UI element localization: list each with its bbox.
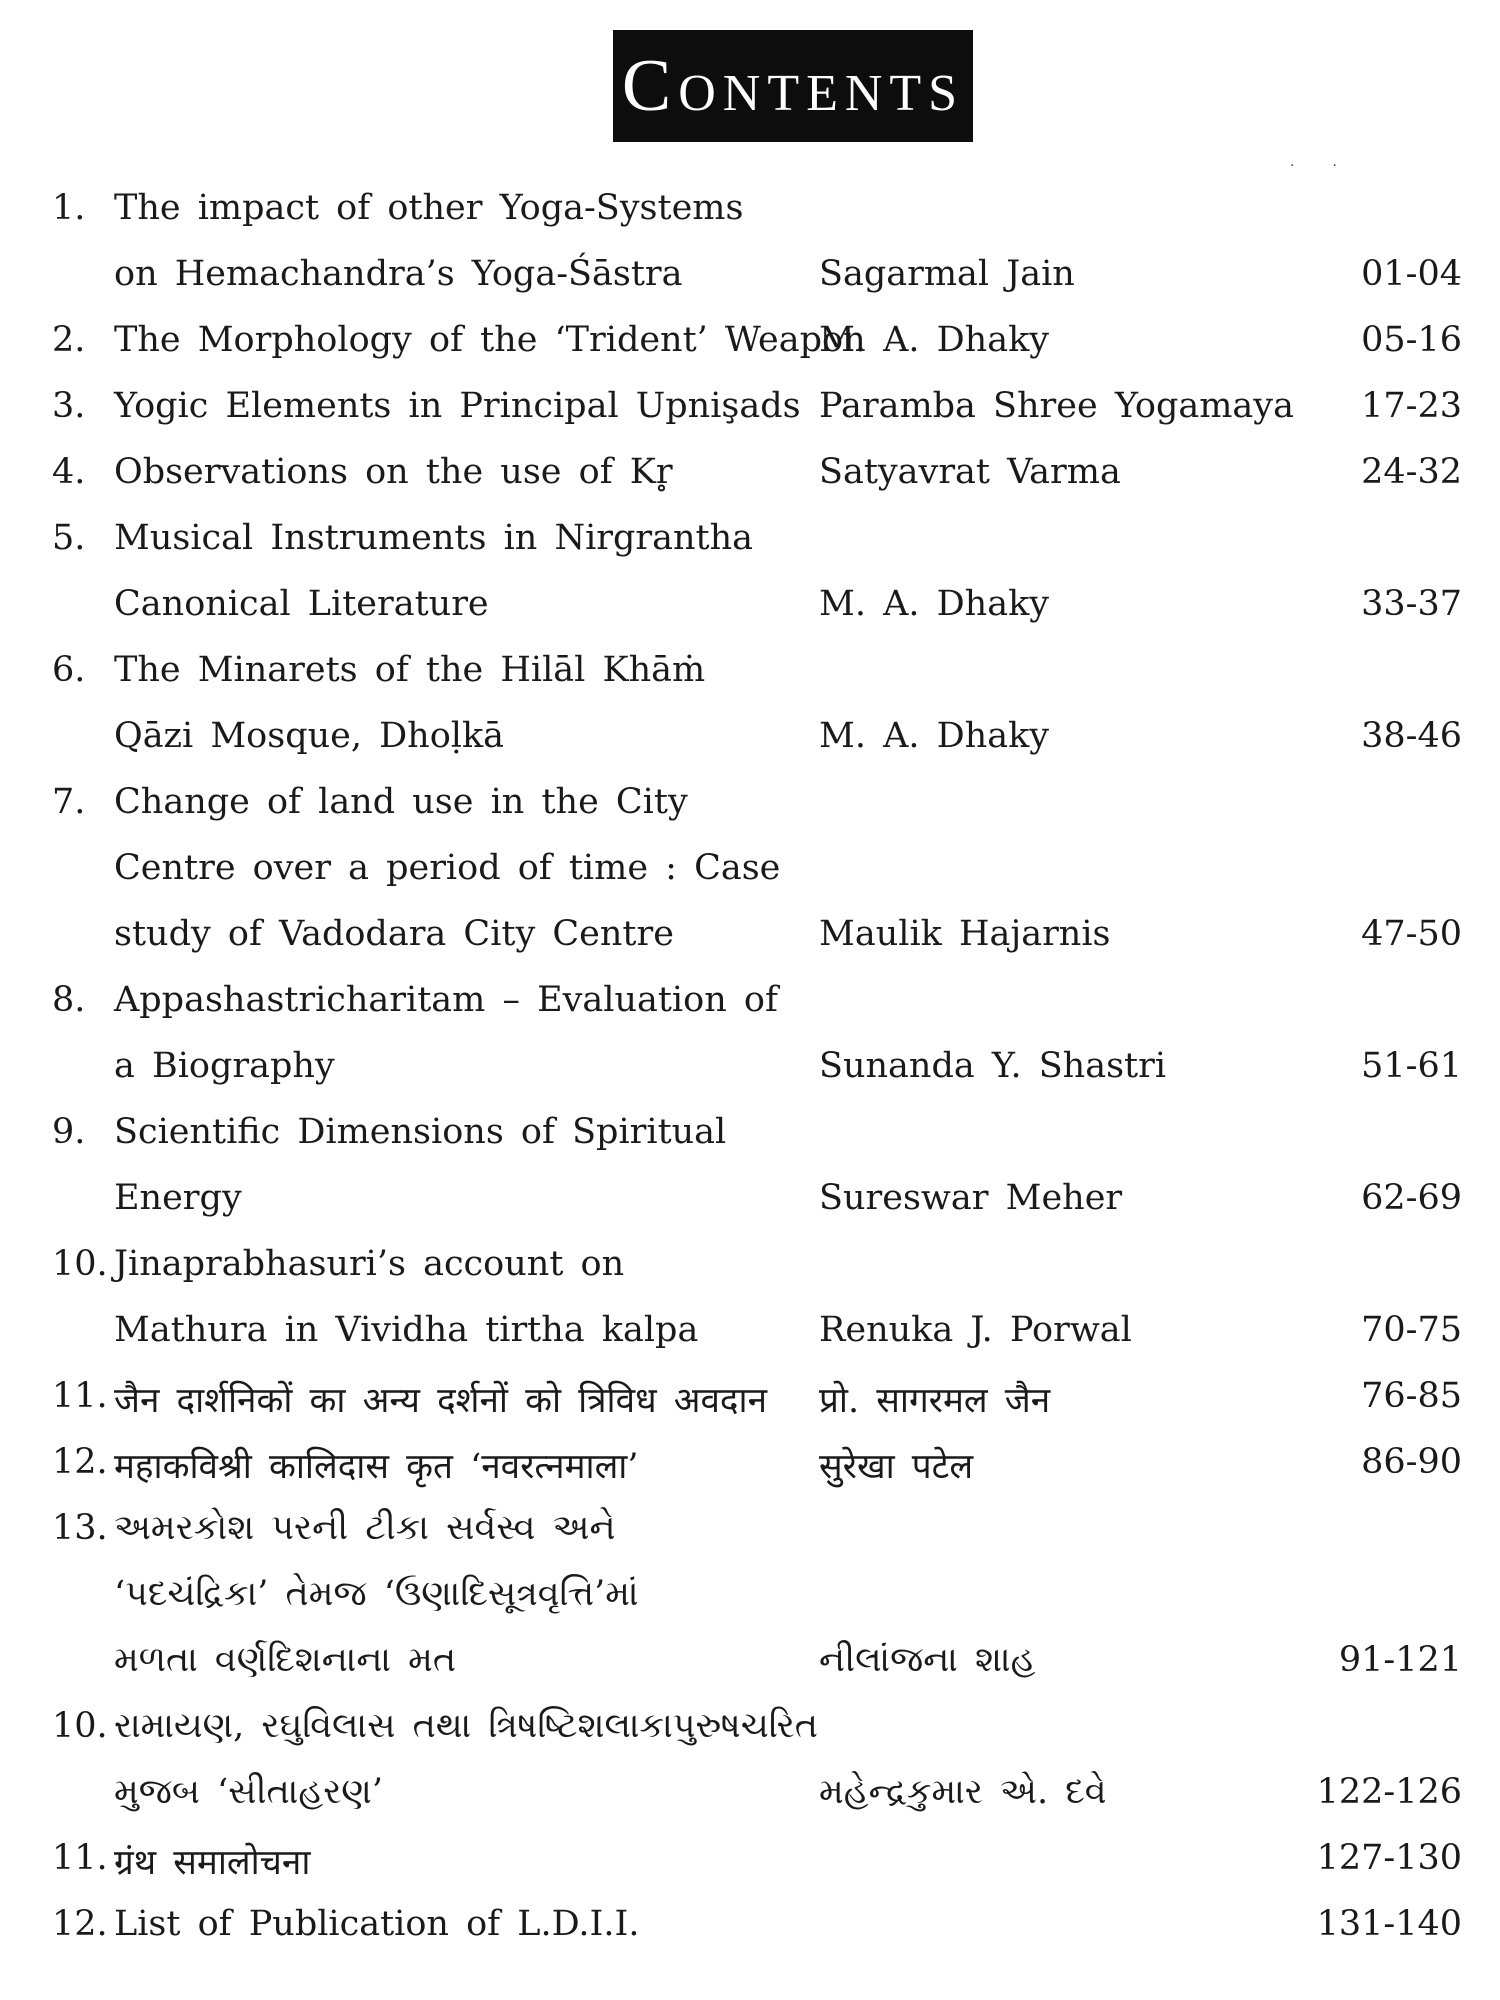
entry-pages: 38-46 [1361,716,1462,756]
entry-title: The Minarets of the Hilāl Khāṁ [114,650,706,690]
entry-title: महाकविश्री कालिदास कृत ‘नवरत्नमाला’ [114,1447,639,1487]
toc-entry-line [52,1236,1462,1302]
toc-entry-line [52,312,1462,378]
entry-title: Observations on the use of Kr̥ [114,452,673,492]
toc-entry-line [52,642,1462,708]
entry-number: 11. [52,1838,108,1878]
entry-pages: 33-37 [1361,584,1462,624]
toc-entry-line [52,1830,1462,1896]
entry-number: 6. [52,650,86,690]
entry-pages: 86-90 [1361,1442,1462,1482]
entry-title: ग्रंथ समालोचना [114,1843,311,1883]
toc-entry [52,972,1462,1104]
entry-title: on Hemachandra’s Yoga-Śāstra [114,254,683,294]
entry-author: Sunanda Y. Shastri [819,1046,1167,1086]
toc-entry [52,444,1462,510]
entry-title: Canonical Literature [114,584,489,624]
entry-number: 10. [52,1706,108,1746]
entry-title: study of Vadodara City Centre [114,914,674,954]
entry-title: મળતા વર્ણદિશનાના મત [114,1640,457,1680]
entry-pages: 47-50 [1361,914,1462,954]
toc-entry-line [52,510,1462,576]
entry-title: Appashastricharitam – Evaluation of [114,980,778,1020]
toc-entry-line [52,246,1462,312]
entry-number: 4. [52,452,86,492]
toc-entry [52,1830,1462,1896]
toc-entry-line [52,1632,1462,1698]
entry-title: Jinaprabhasuri’s account on [114,1244,625,1284]
entry-author: प्रो. सागरमल जैन [819,1381,1051,1421]
toc-entry [52,378,1462,444]
entry-pages: 17-23 [1361,386,1462,426]
entry-author: Maulik Hajarnis [819,914,1111,954]
toc-entry [52,180,1462,312]
entry-number: 12. [52,1442,108,1482]
entry-title: Yogic Elements in Principal Upnişads [114,386,801,426]
entry-author: Sagarmal Jain [819,254,1075,294]
toc-entry-line [52,1698,1462,1764]
entry-author: Paramba Shree Yogamaya [819,386,1294,426]
toc-entry-line [52,1302,1462,1368]
toc-entry [52,1698,1462,1830]
toc-entry-line [52,708,1462,774]
entry-title: The Morphology of the ‘Trident’ Weapon [114,320,866,360]
entry-pages: 127-130 [1316,1838,1462,1878]
entry-pages: 05-16 [1361,320,1462,360]
entry-number: 12. [52,1904,108,1944]
entry-pages: 122-126 [1316,1772,1462,1812]
entry-title: રામાયણ, રઘુવિલાસ તથા ત્રિષષ્ટિશલાકાપુરુષચરિત [114,1706,818,1746]
toc-entry-line [52,1368,1462,1434]
toc-entry [52,642,1462,774]
toc-entry [52,1500,1462,1698]
toc-entry-line [52,906,1462,972]
entry-number: 8. [52,980,86,1020]
entry-title: a Biography [114,1046,335,1086]
entry-title: Mathura in Vividha tirtha kalpa [114,1310,699,1350]
page-title: Contents [621,44,965,127]
entry-title: Qāzi Mosque, Dhoḷkā [114,716,505,756]
entry-title: Scientific Dimensions of Spiritual [114,1112,727,1152]
toc-entry-line [52,1038,1462,1104]
entry-pages: 01-04 [1361,254,1462,294]
toc-entry-line [52,774,1462,840]
entry-author: M. A. Dhaky [819,320,1050,360]
entry-title: Musical Instruments in Nirgrantha [114,518,754,558]
toc-entry-line [52,840,1462,906]
toc-entry-line [52,1170,1462,1236]
entry-pages: 62-69 [1361,1178,1462,1218]
entry-author: सुरेखा पटेल [819,1447,974,1487]
toc-entry-line [52,1500,1462,1566]
toc-entry-line [52,444,1462,510]
toc-entry [52,312,1462,378]
entry-title: Energy [114,1178,242,1218]
entry-number: 11. [52,1376,108,1416]
toc-entry [52,1368,1462,1434]
toc-entry-line [52,972,1462,1038]
entry-title: जैन दार्शनिकों का अन्य दर्शनों को त्रिविध अवदान [114,1381,767,1421]
entry-number: 7. [52,782,86,822]
entry-author: મહેન્દ્રકુમાર એ. દવે [819,1772,1107,1812]
entry-author: M. A. Dhaky [819,584,1050,624]
entry-pages: 91-121 [1338,1640,1462,1680]
toc-entry-line [52,378,1462,444]
entry-title: Change of land use in the City [114,782,688,822]
entry-pages: 131-140 [1316,1904,1462,1944]
toc-entry-line [52,1764,1462,1830]
entry-author: નીલાંજના શાહ [819,1640,1036,1680]
entry-title: અમરકોશ પરની ટીકા સર્વસ્વ અને [114,1508,616,1548]
entry-title: The impact of other Yoga-Systems [114,188,744,228]
entry-author: M. A. Dhaky [819,716,1050,756]
entry-pages: 76-85 [1361,1376,1462,1416]
contents-heading-box [613,30,973,142]
entry-title: List of Publication of L.D.I.I. [114,1904,640,1944]
entry-title: Centre over a period of time : Case [114,848,781,888]
toc-entry [52,774,1462,972]
toc-entry-line [52,1434,1462,1500]
table-of-contents [52,180,1462,1962]
entry-pages: 70-75 [1361,1310,1462,1350]
entry-number: 3. [52,386,86,426]
entry-pages: 24-32 [1361,452,1462,492]
toc-entry [52,1104,1462,1236]
entry-number: 10. [52,1244,108,1284]
entry-author: Renuka J. Porwal [819,1310,1132,1350]
toc-entry [52,1896,1462,1962]
entry-number: 2. [52,320,86,360]
toc-entry-line [52,1104,1462,1170]
toc-entry-line [52,576,1462,642]
entry-number: 5. [52,518,86,558]
entry-author: Satyavrat Varma [819,452,1121,492]
entry-title: મુજબ ‘સીતાહરણ’ [114,1772,383,1812]
scan-specks: ·· [1290,158,1375,174]
toc-entry-line [52,1566,1462,1632]
toc-entry [52,510,1462,642]
toc-entry-line [52,1896,1462,1962]
entry-pages: 51-61 [1361,1046,1462,1086]
entry-number: 1. [52,188,86,228]
toc-entry-line [52,180,1462,246]
toc-entry [52,1236,1462,1368]
toc-entry [52,1434,1462,1500]
entry-title: ‘પદચંદ્રિકા’ તેમજ ‘ઉણાદિસૂત્રવૃત્તિ’માં [114,1574,639,1614]
entry-author: Sureswar Meher [819,1178,1123,1218]
entry-number: 13. [52,1508,108,1548]
entry-number: 9. [52,1112,86,1152]
